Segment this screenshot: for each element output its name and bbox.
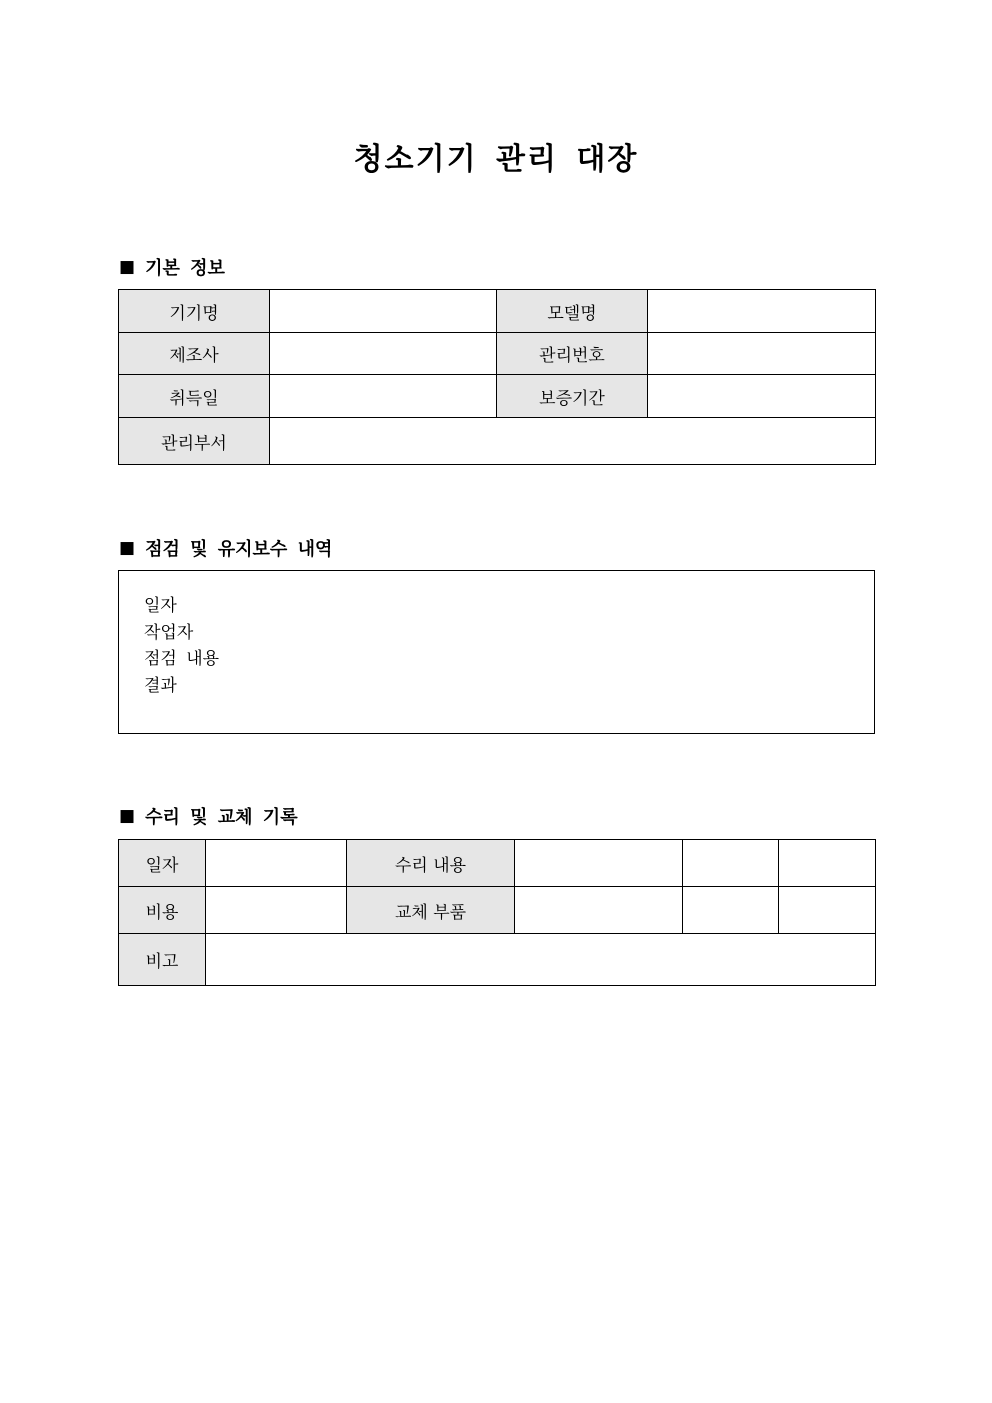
cost-label: 비용 xyxy=(119,887,206,934)
maintenance-heading-text: 점검 및 유지보수 내역 xyxy=(145,539,333,560)
table-row xyxy=(119,934,876,986)
repair-extra-field[interactable] xyxy=(683,840,779,887)
manufacturer-label: 제조사 xyxy=(119,333,270,375)
table-row xyxy=(119,840,876,887)
managing-dept-field[interactable] xyxy=(270,418,876,465)
square-bullet-icon: ■ xyxy=(119,257,136,277)
remarks-label: 비고 xyxy=(119,934,206,986)
model-name-label: 모델명 xyxy=(497,290,648,333)
repair-extra-field[interactable] xyxy=(779,887,876,934)
document-title: 청소기기 관리 대장 xyxy=(353,142,639,177)
device-name-label: 기기명 xyxy=(119,290,270,333)
acquisition-date-label: 취득일 xyxy=(119,375,270,418)
managing-dept-label: 관리부서 xyxy=(119,418,270,465)
basic-info-heading-text: 기본 정보 xyxy=(145,258,225,279)
square-bullet-icon: ■ xyxy=(119,806,136,826)
repair-heading xyxy=(119,803,298,829)
maintenance-date-line: 일자 xyxy=(144,596,177,616)
maintenance-content-line: 점검 내용 xyxy=(144,649,220,669)
device-name-field[interactable] xyxy=(270,290,497,333)
table-row xyxy=(119,375,876,418)
basic-info-heading xyxy=(119,254,225,280)
basic-info-table xyxy=(118,289,876,465)
table-row xyxy=(119,333,876,375)
replaced-parts-label: 교체 부품 xyxy=(347,887,515,934)
maintenance-worker-line: 작업자 xyxy=(144,623,194,643)
repair-content-label: 수리 내용 xyxy=(347,840,515,887)
table-row xyxy=(119,418,876,465)
cost-field[interactable] xyxy=(206,887,347,934)
repair-table xyxy=(118,839,876,986)
repair-heading-text: 수리 및 교체 기록 xyxy=(145,807,298,828)
warranty-period-label: 보증기간 xyxy=(497,375,648,418)
repair-extra-field[interactable] xyxy=(683,887,779,934)
remarks-field[interactable] xyxy=(206,934,876,986)
management-no-field[interactable] xyxy=(648,333,876,375)
manufacturer-field[interactable] xyxy=(270,333,497,375)
repair-content-field[interactable] xyxy=(515,840,683,887)
maintenance-log-box[interactable] xyxy=(118,570,875,734)
warranty-period-field[interactable] xyxy=(648,375,876,418)
model-name-field[interactable] xyxy=(648,290,876,333)
replaced-parts-field[interactable] xyxy=(515,887,683,934)
table-row xyxy=(119,290,876,333)
maintenance-result-line: 결과 xyxy=(144,676,177,696)
maintenance-heading xyxy=(119,535,332,561)
acquisition-date-field[interactable] xyxy=(270,375,497,418)
repair-extra-field[interactable] xyxy=(779,840,876,887)
square-bullet-icon: ■ xyxy=(119,538,136,558)
management-no-label: 관리번호 xyxy=(497,333,648,375)
table-row xyxy=(119,887,876,934)
repair-date-label: 일자 xyxy=(119,840,206,887)
repair-date-field[interactable] xyxy=(206,840,347,887)
